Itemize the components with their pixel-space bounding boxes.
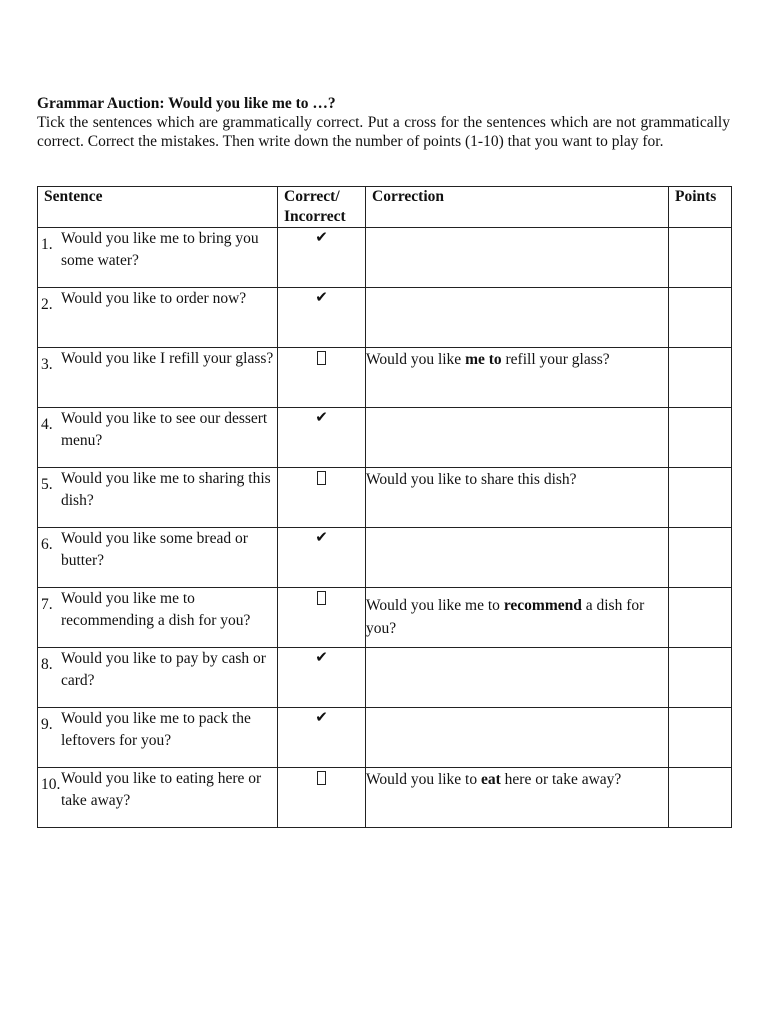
table-row: [38, 228, 732, 288]
correction-text: Would you like to share this dish?: [366, 471, 577, 488]
table-row: [38, 768, 732, 828]
correct-incorrect-cell: [278, 708, 366, 768]
correct-incorrect-cell: [278, 288, 366, 348]
sentence-text: Would you like me to pack the leftovers for you?: [61, 710, 251, 749]
sentence-cell: [38, 348, 278, 408]
instructions-text: Tick the sentences which are grammatically correct. Put a cross for the sentences which are not grammatically correct. Correct the mistakes. Then write down the number of points (1-10) that you want to play for.: [37, 114, 730, 150]
sentence-number: 7.: [41, 596, 53, 613]
sentence-text: Would you like me to bring you some water?: [61, 230, 259, 269]
correction-cell: [366, 588, 669, 648]
check-mark-icon: ✔: [315, 228, 328, 246]
points-cell[interactable]: [669, 648, 732, 708]
sentence-cell: [38, 768, 278, 828]
header-correct-line1: Correct/: [284, 188, 340, 205]
check-mark-icon: ✔: [315, 528, 328, 546]
header-correct-line2: Incorrect: [284, 208, 346, 225]
correct-incorrect-cell: [278, 348, 366, 408]
correction-cell: [366, 228, 669, 288]
points-cell[interactable]: [669, 468, 732, 528]
header-sentence: Sentence: [38, 187, 278, 228]
correct-incorrect-cell: [278, 468, 366, 528]
table-row: [38, 588, 732, 648]
correction-text-after: refill your glass?: [501, 351, 610, 368]
cross-placeholder-icon: [317, 471, 326, 485]
correction-text: Would you like to: [366, 771, 481, 788]
sentence-number: 3.: [41, 356, 53, 373]
sentence-text: Would you like some bread or butter?: [61, 530, 248, 569]
check-mark-icon: ✔: [315, 708, 328, 726]
correction-cell: [366, 468, 669, 528]
sentence-cell: [38, 228, 278, 288]
correct-incorrect-cell: [278, 588, 366, 648]
sentence-number: 8.: [41, 656, 53, 673]
sentence-number: 5.: [41, 476, 53, 493]
cross-placeholder-icon: [317, 591, 326, 605]
correction-cell: [366, 768, 669, 828]
points-cell[interactable]: [669, 228, 732, 288]
correct-incorrect-cell: [278, 768, 366, 828]
cross-placeholder-icon: [317, 351, 326, 365]
sentence-text: Would you like me to sharing this dish?: [61, 470, 271, 509]
sentence-text: Would you like to see our dessert menu?: [61, 410, 268, 449]
correction-cell: [366, 528, 669, 588]
sentence-cell: [38, 528, 278, 588]
correction-bold-fix: me to: [465, 351, 502, 368]
table-header-row: [38, 187, 732, 228]
correction-text-after: here or take away?: [500, 771, 622, 788]
table-row: [38, 528, 732, 588]
correct-incorrect-cell: [278, 228, 366, 288]
sentence-cell: [38, 648, 278, 708]
correction-cell: [366, 708, 669, 768]
table-row: [38, 288, 732, 348]
correction-cell: [366, 648, 669, 708]
check-mark-icon: ✔: [315, 288, 328, 306]
sentence-number: 2.: [41, 296, 53, 313]
correct-incorrect-cell: [278, 528, 366, 588]
sentence-number: 10.: [41, 776, 61, 793]
sentence-number: 6.: [41, 536, 53, 553]
sentence-text: Would you like me to recommending a dish for you?: [61, 590, 251, 629]
check-mark-icon: ✔: [315, 408, 328, 426]
table-row: [38, 708, 732, 768]
points-cell[interactable]: [669, 288, 732, 348]
sentence-cell: [38, 588, 278, 648]
points-cell[interactable]: [669, 348, 732, 408]
sentence-cell: [38, 408, 278, 468]
table-row: [38, 468, 732, 528]
correction-cell: [366, 288, 669, 348]
correction-text: Would you like: [366, 351, 466, 368]
correction-text: Would you like me to: [366, 597, 504, 614]
sentence-cell: [38, 468, 278, 528]
header-correction: Correction: [366, 187, 669, 228]
points-cell[interactable]: [669, 588, 732, 648]
correction-cell: [366, 408, 669, 468]
header-points: Points: [669, 187, 732, 228]
table-row: [38, 348, 732, 408]
correction-text-after: a dish for you?: [366, 597, 645, 637]
table-row: [38, 408, 732, 468]
points-cell[interactable]: [669, 768, 732, 828]
sentence-text: Would you like to order now?: [61, 290, 247, 307]
worksheet-title: Grammar Auction: Would you like me to …?: [37, 95, 336, 112]
correction-cell: [366, 348, 669, 408]
points-cell[interactable]: [669, 708, 732, 768]
sentence-text: Would you like to pay by cash or card?: [61, 650, 266, 689]
table-row: [38, 648, 732, 708]
sentence-number: 1.: [41, 236, 53, 253]
cross-placeholder-icon: [317, 771, 326, 785]
check-mark-icon: ✔: [315, 648, 328, 666]
worksheet: [37, 94, 730, 809]
sentence-number: 4.: [41, 416, 53, 433]
correction-bold-fix: recommend: [503, 597, 582, 614]
correction-bold-fix: eat: [481, 771, 501, 788]
sentence-cell: [38, 288, 278, 348]
correct-incorrect-cell: [278, 648, 366, 708]
sentence-cell: [38, 708, 278, 768]
sentence-text: Would you like I refill your glass?: [61, 350, 274, 367]
points-cell[interactable]: [669, 528, 732, 588]
sentence-number: 9.: [41, 716, 53, 733]
header-correct-incorrect: [278, 187, 366, 228]
grammar-auction-table: [37, 186, 732, 828]
correct-incorrect-cell: [278, 408, 366, 468]
points-cell[interactable]: [669, 408, 732, 468]
sentence-text: Would you like to eating here or take away?: [61, 770, 262, 809]
